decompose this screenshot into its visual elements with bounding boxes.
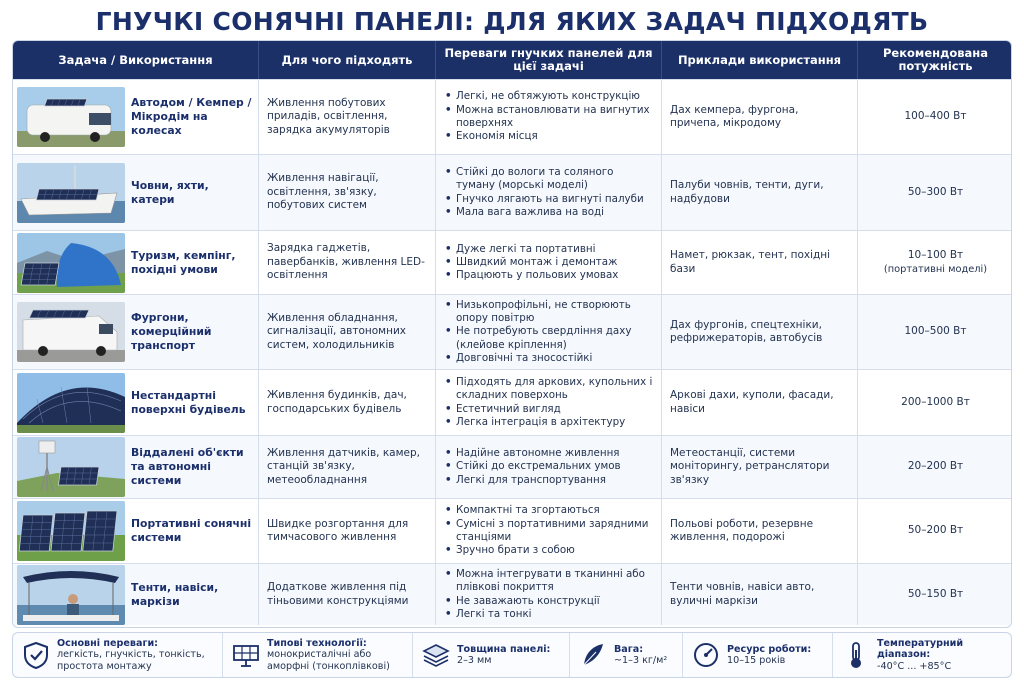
footer-value: 2–3 мм (457, 655, 492, 666)
footer-text (57, 638, 214, 673)
task-cell (13, 499, 259, 563)
task-photo (17, 501, 125, 561)
task-cell (13, 370, 259, 435)
task-name: Тенти, навіси, маркізи (131, 580, 219, 608)
power-cell (858, 564, 1012, 625)
table-row (13, 369, 1012, 435)
solar-panel-icon (231, 640, 261, 670)
purpose-cell: Живлення датчиків, камер, станцій зв'язку, метеообладнання (259, 436, 436, 498)
column-header-examples: Приклади використання (662, 41, 858, 79)
purpose-cell: Додаткове живлення під тіньовими конструкціями (259, 564, 436, 625)
task-name: Віддалені об'єкти та автономні системи (131, 446, 244, 487)
examples-cell: Палуби човнів, тенти, дуги, надбудови (662, 155, 858, 230)
benefit-item: • Сумісні з портативними зарядними станціями (444, 518, 653, 545)
power-value: 100–400 Вт (904, 110, 967, 123)
column-header-task: Задача / Використання (13, 41, 259, 79)
benefit-item: • Не заважають конструкції (444, 595, 653, 608)
footer-label: Основні переваги: (57, 637, 159, 649)
benefits-cell (436, 295, 662, 369)
power-cell (858, 370, 1012, 435)
footer-item (683, 633, 833, 677)
power-value: 50–200 Вт (907, 524, 964, 537)
power-cell (858, 295, 1012, 369)
examples-cell: Дах фургонів, спецтехніки, рефрижераторів, автобусів (662, 295, 858, 369)
footer-value: 10–15 років (727, 655, 786, 666)
task-name: Фургони, комерційний транспорт (131, 311, 212, 352)
footer-item (413, 633, 570, 677)
task-photo (17, 565, 125, 625)
benefits-cell (436, 155, 662, 230)
task-cell (13, 436, 259, 498)
benefit-item: • Зручно брати з собою (444, 544, 653, 557)
benefits-cell (436, 499, 662, 563)
task-cell (13, 80, 259, 154)
task-photo (17, 233, 125, 293)
benefits-list (444, 447, 621, 487)
column-header-purpose: Для чого підходять (259, 41, 436, 79)
power-cell (858, 499, 1012, 563)
task-cell (13, 295, 259, 369)
benefits-cell (436, 80, 662, 154)
task-photo (17, 437, 125, 497)
benefits-cell (436, 370, 662, 435)
benefit-item: • Компактні та згортаються (444, 504, 653, 517)
task-name: Туризм, кемпінг, похідні умови (131, 248, 236, 276)
task-photo (17, 302, 125, 362)
footer-item (13, 633, 223, 677)
benefit-item: • Стійкі до екстремальних умов (444, 460, 621, 473)
feather-icon (578, 640, 608, 670)
power-cell (858, 436, 1012, 498)
table-row (13, 79, 1012, 154)
footer-label: Вага: (614, 643, 644, 655)
benefit-item: • Швидкий монтаж і демонтаж (444, 256, 618, 269)
benefit-item: • Працюють у польових умовах (444, 269, 618, 282)
table-row (13, 563, 1012, 625)
power-cell (858, 155, 1012, 230)
examples-cell: Метеостанції, системи моніторингу, ретранслятори зв'язку (662, 436, 858, 498)
table-row (13, 230, 1012, 294)
page-title: ГНУЧКІ СОНЯЧНІ ПАНЕЛІ: ДЛЯ ЯКИХ ЗАДАЧ ПІДХОДЯТЬ (95, 7, 929, 36)
benefit-item: • Легкі та тонкі (444, 608, 653, 621)
benefits-cell (436, 564, 662, 625)
benefits-cell (436, 436, 662, 498)
task-cell (13, 564, 259, 625)
task-name: Автодом / Кемпер / Мікродім на колесах (131, 96, 252, 137)
examples-cell: Тенти човнів, навіси авто, вуличні маркізи (662, 564, 858, 625)
table-header (13, 41, 1012, 79)
power-value: 50–150 Вт (907, 587, 964, 600)
examples-cell: Польові роботи, резервне живлення, подорожі (662, 499, 858, 563)
thermometer-icon (841, 640, 871, 670)
examples-cell: Дах кемпера, фургона, причепа, мікродому (662, 80, 858, 154)
task-photo (17, 87, 125, 147)
benefit-item: • Економія місця (444, 130, 653, 143)
benefit-item: • Довговічні та зносостійкі (444, 352, 653, 365)
task-photo (17, 373, 125, 433)
footer-label: Товщина панелі: (457, 643, 551, 655)
examples-cell: Аркові дахи, куполи, фасади, навіси (662, 370, 858, 435)
table-body (13, 79, 1012, 625)
power-note: (портативні моделі) (883, 263, 988, 275)
benefit-item: • Надійне автономне живлення (444, 447, 621, 460)
purpose-cell: Живлення обладнання, сигналізації, автономних систем, холодильників (259, 295, 436, 369)
purpose-cell: Живлення навігації, освітлення, зв'язку, побутових систем (259, 155, 436, 230)
column-header-power: Рекомендована потужність (882, 46, 988, 73)
footer-label: Типові технології: (267, 637, 367, 649)
gauge-icon (691, 640, 721, 670)
benefit-item: • Легкі для транспортування (444, 474, 621, 487)
column-header-benefits: Переваги гнучких панелей для цієї задачі (436, 41, 662, 79)
footer-value: легкість, гнучкість, тонкість, простота монтажу (57, 649, 205, 672)
benefit-item: • Стійкі до вологи та соляного туману (морські моделі) (444, 166, 653, 193)
table-row (13, 294, 1012, 369)
footer-label: Температурний діапазон: (877, 637, 964, 661)
task-cell (13, 231, 259, 294)
benefit-item: • Легка інтеграція в архітектуру (444, 416, 653, 429)
task-name: Човни, яхти, катери (131, 178, 209, 206)
footer-summary (12, 632, 1012, 678)
footer-item (833, 633, 1011, 677)
benefit-item: • Можна інтегрувати в тканинні або плівкові покриття (444, 568, 653, 595)
benefit-item: • Легкі, не обтяжують конструкцію (444, 90, 653, 103)
examples-cell: Намет, рюкзак, тент, похідні бази (662, 231, 858, 294)
shield-check-icon (21, 640, 51, 670)
benefits-list (444, 568, 653, 621)
footer-text (614, 644, 667, 667)
benefit-item: • Естетичний вигляд (444, 403, 653, 416)
use-case-table (12, 40, 1012, 628)
purpose-cell: Швидке розгортання для тимчасового живлення (259, 499, 436, 563)
benefit-item: • Низькопрофільні, не створюють опору повітрю (444, 299, 653, 326)
benefits-list (444, 166, 653, 219)
benefits-list (444, 243, 618, 283)
power-cell (858, 80, 1012, 154)
footer-value: монокристалічні або аморфні (тонкоплівкові) (267, 649, 390, 672)
benefits-list (444, 504, 653, 557)
benefits-list (444, 90, 653, 143)
footer-item (570, 633, 683, 677)
benefit-item: • Можна встановлювати на вигнутих поверхнях (444, 104, 653, 131)
task-cell (13, 155, 259, 230)
benefits-list (444, 376, 653, 429)
power-cell (858, 231, 1012, 294)
footer-text (727, 644, 811, 667)
power-value: 200–1000 Вт (901, 395, 970, 408)
benefits-cell (436, 231, 662, 294)
footer-value: -40°C ... +85°C (877, 660, 952, 672)
power-value: 10–100 Вт (907, 249, 964, 261)
power-value: 100–500 Вт (904, 325, 967, 338)
benefit-item: • Підходять для аркових, купольних і складних поверхонь (444, 376, 653, 403)
footer-item (223, 633, 413, 677)
benefit-item: • Гнучко лягають на вигнуті палуби (444, 193, 653, 206)
footer-label: Ресурс роботи: (727, 643, 812, 655)
task-photo (17, 163, 125, 223)
table-row (13, 498, 1012, 563)
layers-icon (421, 640, 451, 670)
footer-value: ~1–3 кг/м² (614, 655, 668, 666)
purpose-cell: Живлення будинків, дач, господарських будівель (259, 370, 436, 435)
purpose-cell: Живлення побутових приладів, освітлення, зарядка акумуляторів (259, 80, 436, 154)
power-value: 20–200 Вт (907, 460, 964, 473)
task-name: Нестандартні поверхні будівель (131, 388, 246, 416)
footer-text (457, 644, 550, 667)
purpose-cell: Зарядка гаджетів, павербанків, живлення LED-освітлення (259, 231, 436, 294)
table-row (13, 154, 1012, 230)
table-row (13, 435, 1012, 498)
benefit-item: • Не потребують свердління даху (клейове кріплення) (444, 325, 653, 352)
benefits-list (444, 299, 653, 365)
footer-text (267, 638, 404, 673)
benefit-item: • Дуже легкі та портативні (444, 243, 618, 256)
footer-text (877, 638, 1003, 673)
power-value: 50–300 Вт (907, 185, 964, 198)
benefit-item: • Мала вага важлива на воді (444, 206, 653, 219)
task-name: Портативні сонячні системи (131, 517, 252, 544)
